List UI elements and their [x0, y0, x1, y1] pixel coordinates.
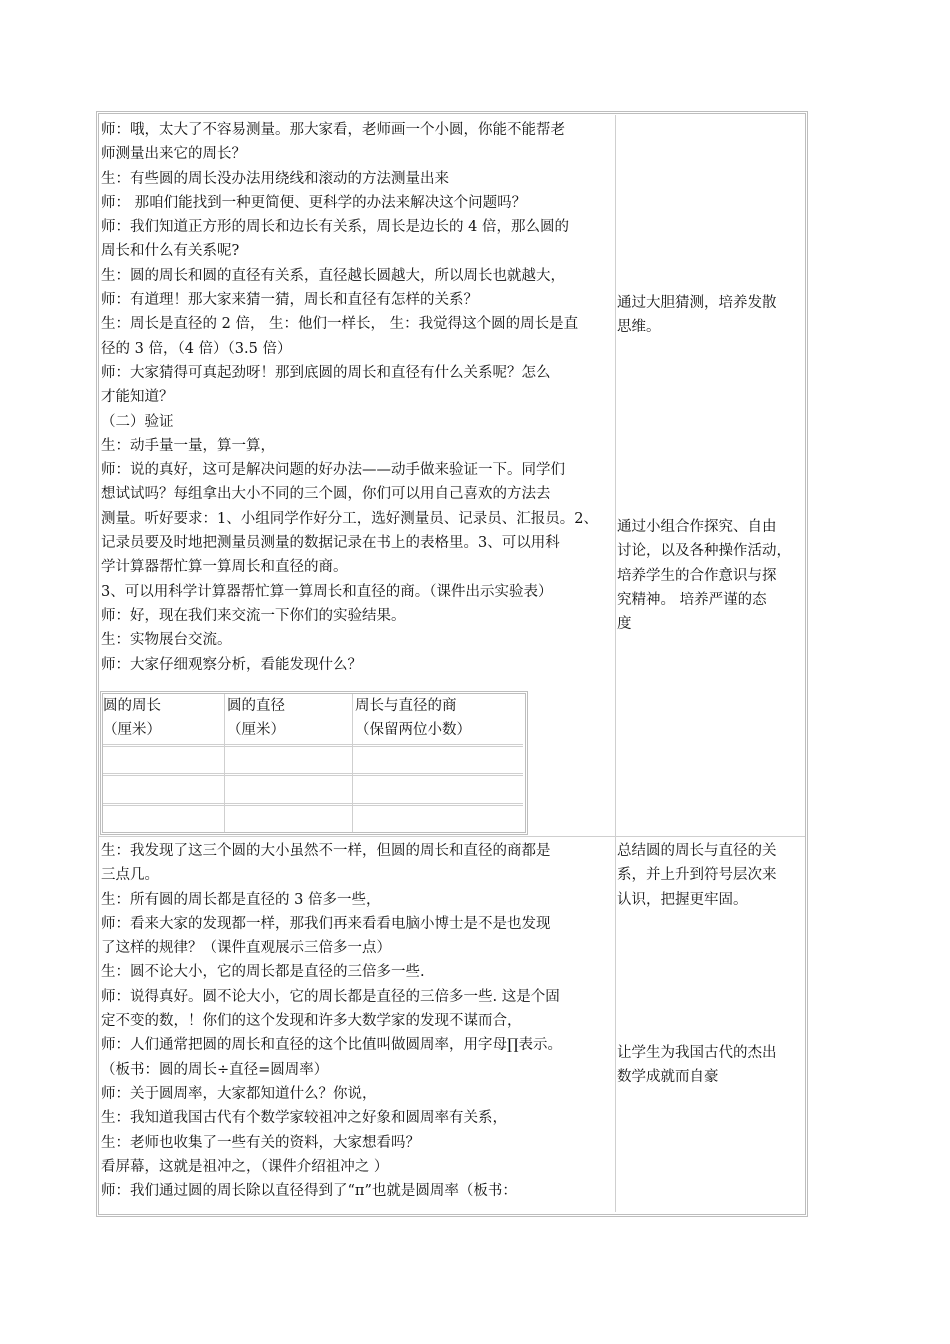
text-line: 测量。听好要求：1、小组同学作好分工，选好测量员、记录员、汇报员。2、	[101, 510, 598, 527]
table-row-divider	[103, 744, 523, 747]
text-line: 定不变的数，！你们的这个发现和许多大数学家的发现不谋而合，	[101, 1013, 522, 1030]
note-line: 通过大胆猜测，培养发散	[617, 295, 777, 311]
text-line: 师：说得真好。圆不论大小，它的周长都是直径的三倍多一些. 这是个固	[101, 988, 560, 1005]
text-line: 师测量出来它的周长？	[101, 146, 246, 163]
text-line: 生：圆的周长和圆的直径有关系，直径越长圆越大，所以周长也就越大，	[101, 267, 565, 284]
text-line: 了这样的规律？（课件直观展示三倍多一点）	[101, 940, 391, 957]
text-line: 师：我们通过圆的周长除以直径得到了“π”也就是圆周率（板书：	[101, 1183, 517, 1200]
header-unit: （保留两位小数）	[355, 722, 471, 738]
text-line: 师：说的真好，这可是解决问题的好办法——动手做来验证一下。同学们	[101, 462, 565, 479]
text-line: 师：关于圆周率，大家都知道什么？你说，	[101, 1085, 377, 1102]
table-column-divider	[352, 694, 353, 832]
text-line: 师： 那咱们能找到一种更简便、更科学的办法来解决这个问题吗？	[101, 194, 527, 211]
teaching-note-3	[617, 839, 803, 912]
text-line: 师：有道理！那大家来猜一猜，周长和直径有怎样的关系？	[101, 292, 478, 309]
header-line: 圆的周长	[103, 698, 161, 714]
text-line: 师：大家仔细观察分析，看能发现什么？	[101, 656, 362, 673]
note-line: 培养学生的合作意识与探	[617, 567, 777, 584]
note-line: 思维。	[617, 319, 661, 336]
note-line: 通过小组合作探究、自由	[617, 519, 777, 535]
table-row-divider	[103, 803, 523, 806]
note-line: 总结圆的周长与直径的关	[617, 843, 777, 859]
note-line: 度	[617, 616, 632, 633]
text-line: 师：人们通常把圆的周长和直径的这个比值叫做圆周率，用字母∏表示。	[101, 1037, 563, 1054]
dialogue-block-2	[101, 839, 616, 1203]
text-line: 师：我们知道正方形的周长和边长有关系，周长是边长的 4 倍，那么圆的	[101, 219, 569, 236]
table-row-divider	[103, 773, 523, 776]
header-line: 圆的直径	[227, 698, 285, 714]
note-line: 认识，把握更牢固。	[617, 891, 748, 908]
text-line: 三点几。	[101, 867, 159, 884]
note-line: 系，并上升到符号层次来	[617, 867, 777, 884]
text-line: 生：我知道我国古代有个数学家较祖冲之好象和圆周率有关系，	[101, 1110, 507, 1127]
row-divider	[99, 836, 805, 837]
text-line: 学计算器帮忙算一算周长和直径的商。	[101, 559, 348, 576]
text-line: 生：所有圆的周长都是直径的 3 倍多一些，	[101, 891, 381, 908]
table-header-quotient	[355, 694, 471, 742]
text-line: 生：有些圆的周长没办法用绕线和滚动的方法测量出来	[101, 170, 449, 187]
text-line: 生：圆不论大小，它的周长都是直径的三倍多一些.	[101, 964, 425, 981]
text-line: 生：周长是直径的 2 倍， 生：他们一样长， 生：我觉得这个圆的周长是直	[101, 316, 579, 333]
note-line: 究精神。 培养严谨的态	[617, 591, 767, 608]
section-heading: （二）验证	[101, 413, 174, 430]
table-column-divider	[224, 694, 225, 832]
text-line: 师：好，现在我们来交流一下你们的实验结果。	[101, 607, 406, 624]
text-line: （板书：圆的周长÷直径=圆周率）	[101, 1061, 329, 1078]
table-header-diameter	[227, 694, 285, 742]
text-line: 师：哦，太大了不容易测量。那大家看，老师画一个小圆，你能不能帮老	[101, 122, 565, 138]
text-line: 师：看来大家的发现都一样，那我们再来看看电脑小博士是不是也发现	[101, 915, 551, 932]
text-line: 生：老师也收集了一些有关的资料，大家想看吗？	[101, 1134, 420, 1151]
text-line: 3、可以用科学计算器帮忙算一算周长和直径的商。（课件出示实验表）	[101, 583, 553, 600]
header-unit: （厘米）	[103, 722, 161, 738]
text-line: 径的 3 倍，（4 倍）（3.5 倍）	[101, 340, 292, 357]
note-line: 讨论，以及各种操作活动，	[617, 543, 791, 560]
teaching-note-4	[617, 1041, 803, 1090]
teaching-note-1	[617, 291, 803, 340]
header-line: 周长与直径的商	[355, 698, 457, 714]
text-line: 生：实物展台交流。	[101, 632, 232, 649]
table-header-circumference	[103, 694, 161, 742]
text-line: 生：我发现了这三个圆的大小虽然不一样，但圆的周长和直径的商都是	[101, 843, 551, 859]
text-line: 记录员要及时地把测量员测量的数据记录在书上的表格里。3、可以用科	[101, 535, 560, 552]
text-line: 生：动手量一量，算一算，	[101, 437, 275, 454]
text-line: 看屏幕，这就是祖冲之，（课件介绍祖冲之 ）	[101, 1158, 389, 1175]
text-line: 才能知道？	[101, 389, 174, 406]
teaching-note-2	[617, 515, 803, 636]
note-line: 数学成就而自豪	[617, 1069, 719, 1086]
note-line: 让学生为我国古代的杰出	[617, 1045, 777, 1061]
dialogue-block-1	[101, 118, 616, 677]
text-line: 想试试吗？每组拿出大小不同的三个圆，你们可以用自己喜欢的方法去	[101, 486, 551, 503]
text-line: 周长和什么有关系呢?	[101, 243, 240, 260]
text-line: 师：大家猜得可真起劲呀！那到底圆的周长和直径有什么关系呢？怎么	[101, 364, 551, 381]
header-unit: （厘米）	[227, 722, 285, 738]
